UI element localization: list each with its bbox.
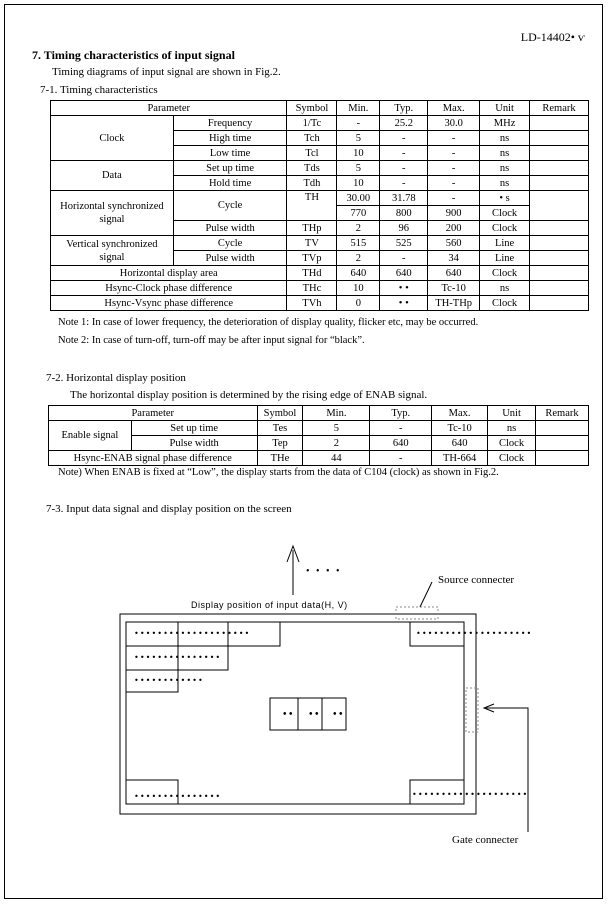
min-cell: 2 xyxy=(337,221,380,236)
param-cell: Cycle xyxy=(173,191,287,221)
max-cell: - xyxy=(428,191,480,206)
unit-cell: MHz xyxy=(480,116,530,131)
max-cell: Tc-10 xyxy=(432,421,488,436)
min-cell: 2 xyxy=(337,251,380,266)
unit-cell: Clock xyxy=(480,221,530,236)
param-cell: Pulse width xyxy=(173,221,287,236)
max-cell: 640 xyxy=(432,436,488,451)
max-cell: Tc-10 xyxy=(428,281,480,296)
unit-cell: Clock xyxy=(488,451,536,466)
typ-cell: • • xyxy=(380,281,428,296)
typ-cell: 96 xyxy=(380,221,428,236)
symbol-cell: TH xyxy=(287,191,337,221)
max-cell: - xyxy=(428,161,480,176)
min-cell: 2 xyxy=(303,436,370,451)
max-cell: - xyxy=(428,176,480,191)
header-cell: Unit xyxy=(488,406,536,421)
typ-cell: - xyxy=(380,146,428,161)
symbol-cell: Tch xyxy=(287,131,337,146)
symbol-cell: 1/Tc xyxy=(287,116,337,131)
pixel-dots: • • xyxy=(333,709,343,720)
param-cell: Hsync-Vsync phase difference xyxy=(51,296,287,311)
min-cell: 5 xyxy=(303,421,370,436)
source-connector-box xyxy=(396,607,438,619)
header-cell: Remark xyxy=(530,101,589,116)
min-cell: 0 xyxy=(337,296,380,311)
min-cell: 10 xyxy=(337,146,380,161)
symbol-cell: THc xyxy=(287,281,337,296)
symbol-cell: THp xyxy=(287,221,337,236)
min-cell: 770 xyxy=(337,206,380,221)
unit-cell: ns xyxy=(480,146,530,161)
pixel-dots: • • xyxy=(283,709,293,720)
symbol-cell: Tes xyxy=(257,421,303,436)
max-cell: TH-664 xyxy=(432,451,488,466)
source-connector-label: Source connecter xyxy=(438,574,515,586)
pixel-dots: •••••••••••••••••••• xyxy=(134,629,251,638)
unit-cell: Line xyxy=(480,251,530,266)
arrow-dots: • • • • xyxy=(306,566,342,577)
unit-cell: Line xyxy=(480,236,530,251)
param-cell: Pulse width xyxy=(131,436,257,451)
max-cell: TH-THp xyxy=(428,296,480,311)
unit-cell: ns xyxy=(480,161,530,176)
header-cell: Parameter xyxy=(49,406,258,421)
typ-cell: 640 xyxy=(380,266,428,281)
min-cell: 10 xyxy=(337,176,380,191)
unit-cell: Clock xyxy=(488,436,536,451)
header-cell: Remark xyxy=(536,406,589,421)
min-cell: 5 xyxy=(337,131,380,146)
param-cell: Set up time xyxy=(173,161,287,176)
note-1: Note 1: In case of lower frequency, the deterioration of display quality, flicker etc, may be occurred. xyxy=(58,317,479,328)
param-cell: Hold time xyxy=(173,176,287,191)
unit-cell: ns xyxy=(480,176,530,191)
min-cell: 10 xyxy=(337,281,380,296)
header-cell: Symbol xyxy=(257,406,303,421)
pixel-dots: •••••••••••• xyxy=(134,676,204,685)
min-cell: 515 xyxy=(337,236,380,251)
group-cell: Enable signal xyxy=(49,421,132,451)
max-cell: 560 xyxy=(428,236,480,251)
gate-leader-arrow-icon xyxy=(484,704,528,832)
source-leader-line xyxy=(420,582,432,607)
typ-cell: - xyxy=(380,251,428,266)
unit-cell: • s xyxy=(480,191,530,206)
param-cell: Low time xyxy=(173,146,287,161)
up-arrow-icon xyxy=(287,546,299,595)
subsection-7-1-title: 7-1. Timing characteristics xyxy=(40,84,158,96)
typ-cell: 640 xyxy=(370,436,432,451)
param-cell: Set up time xyxy=(131,421,257,436)
header-cell: Unit xyxy=(480,101,530,116)
typ-cell: 525 xyxy=(380,236,428,251)
header-cell: Symbol xyxy=(287,101,337,116)
min-cell: 640 xyxy=(337,266,380,281)
pixel-dots: ••••••••••••••• xyxy=(134,653,222,662)
typ-cell: • • xyxy=(380,296,428,311)
group-cell: Horizontal synchronized signal xyxy=(51,191,174,236)
unit-cell: Clock xyxy=(480,206,530,221)
enable-note: Note) When ENAB is fixed at “Low”, the display starts from the data of C104 (clock) as shown in Fig.2. xyxy=(58,467,499,478)
typ-cell: 25.2 xyxy=(380,116,428,131)
header-cell: Min. xyxy=(337,101,380,116)
unit-cell: ns xyxy=(480,131,530,146)
min-cell: - xyxy=(337,116,380,131)
symbol-cell: Tep xyxy=(257,436,303,451)
header-cell: Typ. xyxy=(380,101,428,116)
gate-connector-label: Gate connecter xyxy=(452,834,519,846)
typ-cell: - xyxy=(380,161,428,176)
param-cell: Hsync-Clock phase difference xyxy=(51,281,287,296)
typ-cell: - xyxy=(380,176,428,191)
min-cell: 5 xyxy=(337,161,380,176)
min-cell: 44 xyxy=(303,451,370,466)
header-cell: Min. xyxy=(303,406,370,421)
symbol-cell: TV xyxy=(287,236,337,251)
unit-cell: Clock xyxy=(480,266,530,281)
screen-inner-frame xyxy=(126,622,464,804)
header-cell: Parameter xyxy=(51,101,287,116)
param-cell: Horizontal display area xyxy=(51,266,287,281)
typ-cell: - xyxy=(380,131,428,146)
pixel-dots: ••••••••••••••• xyxy=(134,792,222,801)
unit-cell: Clock xyxy=(480,296,530,311)
param-cell: Hsync-ENAB signal phase difference xyxy=(49,451,258,466)
param-cell: Cycle xyxy=(173,236,287,251)
symbol-cell: Tdh xyxy=(287,176,337,191)
subsection-7-2-title: 7-2. Horizontal display position xyxy=(46,372,186,384)
subsection-7-2-desc: The horizontal display position is determined by the rising edge of ENAB signal. xyxy=(70,389,428,401)
unit-cell: ns xyxy=(480,281,530,296)
param-cell: Pulse width xyxy=(173,251,287,266)
symbol-cell: Tcl xyxy=(287,146,337,161)
symbol-cell: TVh xyxy=(287,296,337,311)
group-cell: Data xyxy=(51,161,174,191)
intro-text: Timing diagrams of input signal are shown in Fig.2. xyxy=(52,66,281,78)
max-cell: 200 xyxy=(428,221,480,236)
max-cell: 640 xyxy=(428,266,480,281)
max-cell: 900 xyxy=(428,206,480,221)
max-cell: 30.0 xyxy=(428,116,480,131)
subsection-7-3-title: 7-3. Input data signal and display position on the screen xyxy=(46,503,292,515)
min-cell: 30.00 xyxy=(337,191,380,206)
param-cell: Frequency xyxy=(173,116,287,131)
symbol-cell: THe xyxy=(257,451,303,466)
max-cell: 34 xyxy=(428,251,480,266)
max-cell: - xyxy=(428,146,480,161)
typ-cell: - xyxy=(370,421,432,436)
pixel-dots: • • xyxy=(309,709,319,720)
header-cell: Max. xyxy=(432,406,488,421)
note-2: Note 2: In case of turn-off, turn-off may be after input signal for “black”. xyxy=(58,335,365,346)
symbol-cell: Tds xyxy=(287,161,337,176)
symbol-cell: THd xyxy=(287,266,337,281)
display-position-label: Display position of input data(H, V) xyxy=(191,600,348,610)
header-cell: Typ. xyxy=(370,406,432,421)
symbol-cell: TVp xyxy=(287,251,337,266)
section-title: 7. Timing characteristics of input signal xyxy=(32,48,235,62)
pixel-dots: •••••••••••••••••••• xyxy=(416,629,533,638)
group-cell: Vertical synchronized signal xyxy=(51,236,174,266)
unit-cell: ns xyxy=(488,421,536,436)
typ-cell: 800 xyxy=(380,206,428,221)
typ-cell: 31.78 xyxy=(380,191,428,206)
group-cell: Clock xyxy=(51,116,174,161)
param-cell: High time xyxy=(173,131,287,146)
header-cell: Max. xyxy=(428,101,480,116)
max-cell: - xyxy=(428,131,480,146)
doc-id: LD-14402• ѵ xyxy=(520,30,585,44)
pixel-dots: •••••••••••••••••••• xyxy=(412,790,529,799)
typ-cell: - xyxy=(370,451,432,466)
